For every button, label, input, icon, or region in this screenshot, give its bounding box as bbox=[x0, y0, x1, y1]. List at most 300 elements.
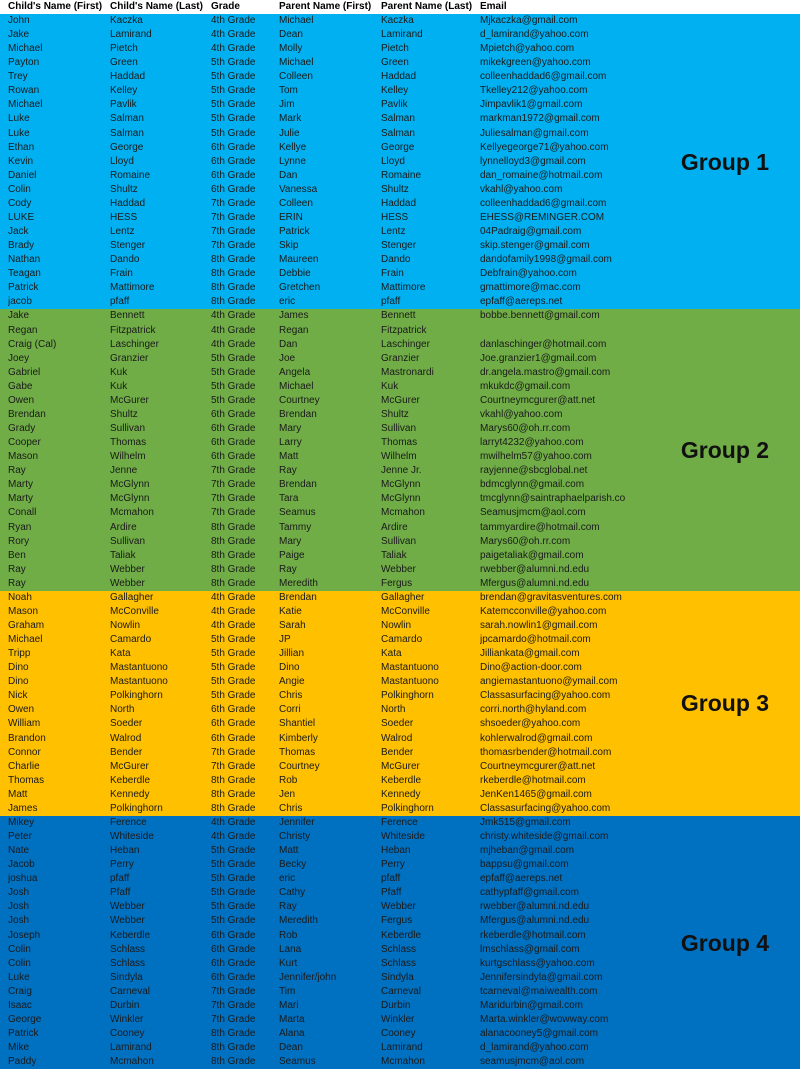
cell-parent-first: ERIN bbox=[279, 211, 303, 223]
cell-grade: 6th Grade bbox=[211, 183, 256, 195]
table-row bbox=[0, 900, 800, 914]
cell-parent-last: Fergus bbox=[381, 915, 413, 927]
cell-parent-last: Romaine bbox=[381, 169, 422, 181]
cell-parent-first: Becky bbox=[279, 859, 307, 871]
cell-grade: 7th Grade bbox=[211, 465, 256, 477]
cell-parent-first: Mari bbox=[279, 999, 299, 1011]
group-1-block bbox=[0, 14, 800, 309]
cell-grade: 5th Grade bbox=[211, 648, 256, 660]
cell-email: epfaff@aereps.net bbox=[480, 296, 563, 308]
cell-parent-first: Chris bbox=[279, 802, 303, 814]
cell-grade: 6th Grade bbox=[211, 437, 256, 449]
cell-parent-first: Jillian bbox=[279, 648, 305, 660]
cell-email: tammyardire@hotmail.com bbox=[480, 521, 600, 533]
cell-email: larryt4232@yahoo.com bbox=[480, 437, 584, 449]
cell-parent-first: Jim bbox=[279, 99, 295, 111]
cell-grade: 5th Grade bbox=[211, 676, 256, 688]
cell-email: lynnelloyd3@gmail.com bbox=[480, 155, 586, 167]
table-row bbox=[0, 605, 800, 619]
cell-child-last: Webber bbox=[110, 563, 145, 575]
cell-child-first: Owen bbox=[8, 704, 35, 716]
header-email: Email bbox=[480, 1, 507, 12]
cell-parent-last: Whiteside bbox=[381, 831, 425, 843]
cell-parent-first: Tom bbox=[279, 85, 298, 97]
cell-grade: 8th Grade bbox=[211, 549, 256, 561]
cell-email: dan_romaine@hotmail.com bbox=[480, 169, 603, 181]
cell-email: Mjkaczka@gmail.com bbox=[480, 15, 578, 26]
cell-grade: 5th Grade bbox=[211, 99, 256, 111]
cell-grade: 8th Grade bbox=[211, 563, 256, 575]
cell-grade: 8th Grade bbox=[211, 802, 256, 814]
table-row bbox=[0, 535, 800, 549]
cell-email: gmattimore@mac.com bbox=[480, 282, 581, 294]
cell-grade: 7th Grade bbox=[211, 493, 256, 505]
table-row bbox=[0, 914, 800, 928]
cell-child-first: Colin bbox=[8, 183, 31, 195]
cell-email: angiemastantuono@ymail.com bbox=[480, 676, 618, 688]
cell-email: rwebber@alumni.nd.edu bbox=[480, 563, 590, 575]
cell-grade: 5th Grade bbox=[211, 394, 256, 406]
cell-child-last: Pietch bbox=[110, 43, 138, 55]
cell-child-last: Lloyd bbox=[110, 155, 134, 167]
cell-child-first: Graham bbox=[8, 619, 45, 631]
cell-grade: 5th Grade bbox=[211, 352, 256, 364]
cell-child-first: Dino bbox=[8, 676, 29, 688]
cell-child-first: Matt bbox=[8, 788, 28, 800]
cell-child-first: Ray bbox=[8, 577, 26, 589]
cell-grade: 4th Grade bbox=[211, 43, 256, 55]
cell-email: thomasrbender@hotmail.com bbox=[480, 746, 612, 758]
cell-parent-last: Sindyla bbox=[381, 971, 414, 983]
cell-parent-last: Green bbox=[381, 57, 409, 69]
cell-child-first: Mason bbox=[8, 605, 39, 617]
cell-child-first: Luke bbox=[8, 971, 30, 983]
cell-parent-first: Kellye bbox=[279, 141, 307, 153]
cell-child-first: Michael bbox=[8, 43, 43, 55]
cell-email: Tkelley212@yahoo.com bbox=[480, 85, 588, 97]
cell-parent-first: Dino bbox=[279, 662, 300, 674]
cell-grade: 6th Grade bbox=[211, 169, 256, 181]
cell-parent-first: Tim bbox=[279, 985, 296, 997]
cell-child-last: Polkinghorn bbox=[110, 802, 163, 814]
cell-email: Mfergus@alumni.nd.edu bbox=[480, 915, 590, 927]
cell-parent-last: Lentz bbox=[381, 226, 406, 238]
cell-parent-first: Mark bbox=[279, 113, 302, 125]
cell-parent-last: Bennett bbox=[381, 310, 416, 322]
cell-grade: 4th Grade bbox=[211, 816, 256, 828]
cell-child-last: Mcmahon bbox=[110, 1056, 154, 1068]
table-row bbox=[0, 422, 800, 436]
table-row bbox=[0, 281, 800, 295]
table-row bbox=[0, 577, 800, 591]
cell-email: rwebber@alumni.nd.edu bbox=[480, 901, 590, 913]
table-row bbox=[0, 127, 800, 141]
cell-grade: 8th Grade bbox=[211, 296, 256, 308]
table-row bbox=[0, 788, 800, 802]
header-child-first: Child's Name (First) bbox=[8, 1, 103, 12]
cell-child-first: Marty bbox=[8, 479, 33, 491]
cell-child-first: Brady bbox=[8, 240, 35, 252]
cell-grade: 5th Grade bbox=[211, 859, 256, 871]
cell-parent-first: Vanessa bbox=[279, 183, 318, 195]
cell-email: rkeberdle@hotmail.com bbox=[480, 929, 586, 941]
cell-parent-last: Keberdle bbox=[381, 929, 422, 941]
cell-child-first: Mike bbox=[8, 1042, 30, 1054]
cell-email: Mfergus@alumni.nd.edu bbox=[480, 577, 590, 589]
table-row bbox=[0, 324, 800, 338]
cell-email: paigetaliak@gmail.com bbox=[480, 549, 584, 561]
cell-child-last: Nowlin bbox=[110, 619, 141, 631]
cell-email: kohlerwalrod@gmail.com bbox=[480, 732, 593, 744]
cell-child-first: Luke bbox=[8, 113, 30, 125]
cell-child-last: Whiteside bbox=[110, 831, 154, 843]
cell-email: 04Padraig@gmail.com bbox=[480, 226, 582, 238]
cell-grade: 7th Grade bbox=[211, 211, 256, 223]
table-row bbox=[0, 985, 800, 999]
cell-child-first: Connor bbox=[8, 746, 41, 758]
cell-child-first: John bbox=[8, 15, 30, 26]
cell-email: Jimpavlik1@gmail.com bbox=[480, 99, 583, 111]
table-row bbox=[0, 661, 800, 675]
cell-child-first: Nick bbox=[8, 690, 28, 702]
cell-child-first: Luke bbox=[8, 127, 30, 139]
table-row bbox=[0, 717, 800, 731]
cell-email: danlaschinger@hotmail.com bbox=[480, 338, 607, 350]
cell-parent-last: North bbox=[381, 704, 406, 716]
cell-child-last: HESS bbox=[110, 211, 138, 223]
cell-child-last: George bbox=[110, 141, 144, 153]
cell-parent-last: Perry bbox=[381, 859, 405, 871]
cell-grade: 5th Grade bbox=[211, 634, 256, 646]
table-row bbox=[0, 380, 800, 394]
cell-parent-first: Larry bbox=[279, 437, 302, 449]
table-row bbox=[0, 84, 800, 98]
cell-grade: 6th Grade bbox=[211, 704, 256, 716]
cell-child-last: Webber bbox=[110, 901, 145, 913]
cell-child-first: Nathan bbox=[8, 254, 41, 266]
cell-email: corri.north@hyland.com bbox=[480, 704, 587, 716]
cell-parent-first: Colleen bbox=[279, 197, 313, 209]
table-row bbox=[0, 352, 800, 366]
cell-parent-last: George bbox=[381, 141, 415, 153]
cell-parent-last: Frain bbox=[381, 268, 404, 280]
cell-child-last: Durbin bbox=[110, 999, 140, 1011]
cell-parent-last: Shultz bbox=[381, 183, 409, 195]
cell-child-first: Grady bbox=[8, 423, 36, 435]
table-row bbox=[0, 492, 800, 506]
table-row bbox=[0, 309, 800, 323]
cell-child-last: Kelley bbox=[110, 85, 138, 97]
cell-parent-first: Lynne bbox=[279, 155, 306, 167]
cell-email: kurtgschlass@yahoo.com bbox=[480, 957, 595, 969]
cell-grade: 7th Grade bbox=[211, 240, 256, 252]
cell-email: mikekgreen@yahoo.com bbox=[480, 57, 591, 69]
cell-grade: 7th Grade bbox=[211, 746, 256, 758]
cell-child-first: Tripp bbox=[8, 648, 31, 660]
cell-grade: 8th Grade bbox=[211, 577, 256, 589]
table-row bbox=[0, 70, 800, 84]
cell-child-first: Trey bbox=[8, 71, 28, 83]
group-label: Group 2 bbox=[680, 437, 770, 464]
cell-parent-last: Mastronardi bbox=[381, 366, 434, 378]
cell-email: alanacooney5@gmail.com bbox=[480, 1028, 598, 1040]
cell-parent-first: Jennifer bbox=[279, 816, 315, 828]
cell-parent-last: HESS bbox=[381, 211, 409, 223]
cell-child-last: Laschinger bbox=[110, 338, 159, 350]
cell-child-first: Patrick bbox=[8, 282, 39, 294]
cell-child-first: Mason bbox=[8, 451, 39, 463]
group-3-block bbox=[0, 591, 800, 816]
cell-child-first: Marty bbox=[8, 493, 33, 505]
cell-parent-last: Salman bbox=[381, 113, 415, 125]
cell-grade: 6th Grade bbox=[211, 929, 256, 941]
cell-parent-last: Fergus bbox=[381, 577, 413, 589]
cell-child-first: joshua bbox=[8, 873, 38, 885]
cell-grade: 5th Grade bbox=[211, 662, 256, 674]
cell-email: Mpietch@yahoo.com bbox=[480, 43, 575, 55]
table-row bbox=[0, 802, 800, 816]
cell-parent-first: Dean bbox=[279, 29, 303, 41]
cell-grade: 8th Grade bbox=[211, 1042, 256, 1054]
cell-grade: 4th Grade bbox=[211, 591, 256, 603]
cell-child-last: Winkler bbox=[110, 1013, 144, 1025]
cell-child-last: Pfaff bbox=[110, 887, 131, 899]
cell-email: mwilhelm57@yahoo.com bbox=[480, 451, 592, 463]
cell-child-last: Salman bbox=[110, 127, 144, 139]
cell-grade: 7th Grade bbox=[211, 985, 256, 997]
cell-grade: 7th Grade bbox=[211, 999, 256, 1011]
cell-child-last: Lamirand bbox=[110, 1042, 152, 1054]
cell-child-last: pfaff bbox=[110, 296, 130, 308]
cell-parent-first: Seamus bbox=[279, 1056, 316, 1068]
cell-parent-last: Nowlin bbox=[381, 619, 412, 631]
cell-grade: 6th Grade bbox=[211, 155, 256, 167]
cell-email: skip.stenger@gmail.com bbox=[480, 240, 590, 252]
cell-child-last: Keberdle bbox=[110, 774, 151, 786]
cell-child-last: Bender bbox=[110, 746, 143, 758]
cell-grade: 5th Grade bbox=[211, 887, 256, 899]
table-row bbox=[0, 647, 800, 661]
cell-email: bdmcglynn@gmail.com bbox=[480, 479, 585, 491]
cell-parent-last: McGlynn bbox=[381, 493, 421, 505]
cell-parent-last: Sullivan bbox=[381, 423, 417, 435]
cell-parent-first: Kimberly bbox=[279, 732, 318, 744]
group-label: Group 4 bbox=[680, 929, 770, 956]
cell-parent-last: McGurer bbox=[381, 394, 420, 406]
cell-grade: 7th Grade bbox=[211, 1013, 256, 1025]
cell-child-first: Ray bbox=[8, 465, 26, 477]
cell-parent-last: Mcmahon bbox=[381, 507, 425, 519]
cell-parent-last: Keberdle bbox=[381, 774, 422, 786]
cell-parent-last: Mastantuono bbox=[381, 662, 439, 674]
cell-email: Classasurfacing@yahoo.com bbox=[480, 802, 611, 814]
cell-parent-first: Chris bbox=[279, 690, 303, 702]
cell-parent-first: Gretchen bbox=[279, 282, 321, 294]
cell-child-first: Payton bbox=[8, 57, 40, 69]
cell-child-first: William bbox=[8, 718, 41, 730]
cell-child-first: Colin bbox=[8, 943, 31, 955]
cell-child-last: Mastantuono bbox=[110, 676, 168, 688]
cell-child-first: Brandon bbox=[8, 732, 46, 744]
cell-parent-last: Pavlik bbox=[381, 99, 408, 111]
header-grade: Grade bbox=[211, 1, 240, 12]
cell-parent-last: Mcmahon bbox=[381, 1056, 425, 1068]
table-row bbox=[0, 872, 800, 886]
table-row bbox=[0, 183, 800, 197]
cell-parent-last: Taliak bbox=[381, 549, 407, 561]
cell-child-last: Taliak bbox=[110, 549, 136, 561]
cell-grade: 5th Grade bbox=[211, 690, 256, 702]
cell-email: brendan@gravitasventures.com bbox=[480, 591, 622, 603]
table-row bbox=[0, 1013, 800, 1027]
cell-child-last: Pavlik bbox=[110, 99, 137, 111]
cell-parent-first: Michael bbox=[279, 380, 314, 392]
cell-child-first: Brendan bbox=[8, 408, 46, 420]
cell-child-first: Ryan bbox=[8, 521, 32, 533]
cell-parent-last: Jenne Jr. bbox=[381, 465, 422, 477]
cell-email: Marta.winkler@wowway.com bbox=[480, 1013, 609, 1025]
cell-parent-first: Dan bbox=[279, 169, 298, 181]
cell-child-first: Mikey bbox=[8, 816, 35, 828]
cell-child-last: North bbox=[110, 704, 135, 716]
cell-child-last: Lamirand bbox=[110, 29, 152, 41]
table-row bbox=[0, 549, 800, 563]
cell-parent-last: Mattimore bbox=[381, 282, 426, 294]
cell-parent-last: Pietch bbox=[381, 43, 409, 55]
table-row bbox=[0, 971, 800, 985]
cell-parent-last: Shultz bbox=[381, 408, 409, 420]
cell-parent-first: Matt bbox=[279, 845, 299, 857]
cell-parent-first: Shantiel bbox=[279, 718, 316, 730]
cell-parent-first: Angie bbox=[279, 676, 305, 688]
group-label: Group 1 bbox=[680, 148, 770, 175]
header-child-last: Child's Name (Last) bbox=[110, 1, 203, 12]
table-row bbox=[0, 746, 800, 760]
cell-parent-last: McConville bbox=[381, 605, 430, 617]
cell-parent-first: Corri bbox=[279, 704, 301, 716]
cell-grade: 7th Grade bbox=[211, 226, 256, 238]
cell-email: bappsu@gmail.com bbox=[480, 859, 569, 871]
cell-grade: 8th Grade bbox=[211, 254, 256, 266]
cell-email: Kellyegeorge71@yahoo.com bbox=[480, 141, 609, 153]
cell-child-last: Frain bbox=[110, 268, 133, 280]
cell-parent-first: Jennifer/john bbox=[279, 971, 337, 983]
cell-child-first: Peter bbox=[8, 831, 32, 843]
cell-grade: 8th Grade bbox=[211, 1028, 256, 1040]
cell-email: seamusjmcm@aol.com bbox=[480, 1056, 585, 1068]
cell-parent-last: Ardire bbox=[381, 521, 408, 533]
cell-parent-last: Webber bbox=[381, 563, 416, 575]
cell-child-first: Ray bbox=[8, 563, 26, 575]
cell-parent-first: Michael bbox=[279, 15, 314, 26]
cell-child-last: Carneval bbox=[110, 985, 151, 997]
table-row bbox=[0, 1027, 800, 1041]
cell-parent-first: Courtney bbox=[279, 394, 320, 406]
cell-child-last: Polkinghorn bbox=[110, 690, 163, 702]
table-row bbox=[0, 98, 800, 112]
cell-email: Debfrain@yahoo.com bbox=[480, 268, 577, 280]
table-row bbox=[0, 464, 800, 478]
cell-email: markman1972@gmail.com bbox=[480, 113, 600, 125]
cell-grade: 5th Grade bbox=[211, 127, 256, 139]
cell-child-first: James bbox=[8, 802, 38, 814]
cell-child-last: Webber bbox=[110, 915, 145, 927]
cell-email: rayjenne@sbcglobal.net bbox=[480, 465, 588, 477]
cell-grade: 6th Grade bbox=[211, 971, 256, 983]
cell-child-first: Josh bbox=[8, 915, 30, 927]
cell-parent-last: Polkinghorn bbox=[381, 690, 434, 702]
cell-child-last: Schlass bbox=[110, 943, 146, 955]
cell-child-last: Romaine bbox=[110, 169, 151, 181]
table-row bbox=[0, 563, 800, 577]
cell-grade: 8th Grade bbox=[211, 774, 256, 786]
cell-child-first: Gabe bbox=[8, 380, 33, 392]
cell-parent-last: Salman bbox=[381, 127, 415, 139]
cell-email: lmschlass@gmail.com bbox=[480, 943, 580, 955]
cell-grade: 4th Grade bbox=[211, 29, 256, 41]
cell-email: Jilliankata@gmail.com bbox=[480, 648, 580, 660]
cell-child-first: Rowan bbox=[8, 85, 40, 97]
cell-email: Juliesalman@gmail.com bbox=[480, 127, 589, 139]
table-row bbox=[0, 267, 800, 281]
cell-parent-last: McGurer bbox=[381, 760, 420, 772]
cell-child-last: Salman bbox=[110, 113, 144, 125]
table-row bbox=[0, 591, 800, 605]
cell-child-last: Ference bbox=[110, 816, 147, 828]
cell-parent-first: Meredith bbox=[279, 577, 318, 589]
cell-email: Courtneymcgurer@att.net bbox=[480, 394, 596, 406]
cell-parent-last: Bender bbox=[381, 746, 414, 758]
cell-parent-last: McGlynn bbox=[381, 479, 421, 491]
cell-child-first: Josh bbox=[8, 887, 30, 899]
cell-grade: 8th Grade bbox=[211, 788, 256, 800]
cell-parent-first: Molly bbox=[279, 43, 303, 55]
cell-child-first: Patrick bbox=[8, 1028, 39, 1040]
cell-child-last: Perry bbox=[110, 859, 134, 871]
cell-email: JenKen1465@gmail.com bbox=[480, 788, 592, 800]
cell-child-last: McGurer bbox=[110, 394, 149, 406]
cell-email: cathypfaff@gmail.com bbox=[480, 887, 579, 899]
cell-parent-first: Angela bbox=[279, 366, 311, 378]
cell-parent-first: Skip bbox=[279, 240, 299, 252]
cell-parent-last: Lloyd bbox=[381, 155, 405, 167]
cell-child-last: Jenne bbox=[110, 465, 138, 477]
cell-email: Marys60@oh.rr.com bbox=[480, 423, 571, 435]
cell-grade: 8th Grade bbox=[211, 535, 256, 547]
cell-email: epfaff@aereps.net bbox=[480, 873, 563, 885]
cell-parent-last: Haddad bbox=[381, 197, 417, 209]
cell-parent-last: Dando bbox=[381, 254, 411, 266]
cell-grade: 6th Grade bbox=[211, 718, 256, 730]
cell-child-last: Mastantuono bbox=[110, 662, 168, 674]
cell-parent-first: Mary bbox=[279, 423, 302, 435]
cell-parent-first: Julie bbox=[279, 127, 300, 139]
cell-email: colleenhaddad6@gmail.com bbox=[480, 71, 607, 83]
cell-parent-first: Brendan bbox=[279, 591, 317, 603]
cell-parent-first: Rob bbox=[279, 774, 298, 786]
cell-parent-first: Regan bbox=[279, 324, 309, 336]
table-row bbox=[0, 886, 800, 900]
cell-child-first: Isaac bbox=[8, 999, 32, 1011]
cell-grade: 8th Grade bbox=[211, 1056, 256, 1068]
cell-child-last: Webber bbox=[110, 577, 145, 589]
cell-grade: 5th Grade bbox=[211, 901, 256, 913]
cell-child-first: Daniel bbox=[8, 169, 37, 181]
cell-parent-last: Haddad bbox=[381, 71, 417, 83]
cell-email: dandofamily1998@gmail.com bbox=[480, 254, 612, 266]
cell-child-last: Keberdle bbox=[110, 929, 151, 941]
cell-child-first: Joey bbox=[8, 352, 30, 364]
